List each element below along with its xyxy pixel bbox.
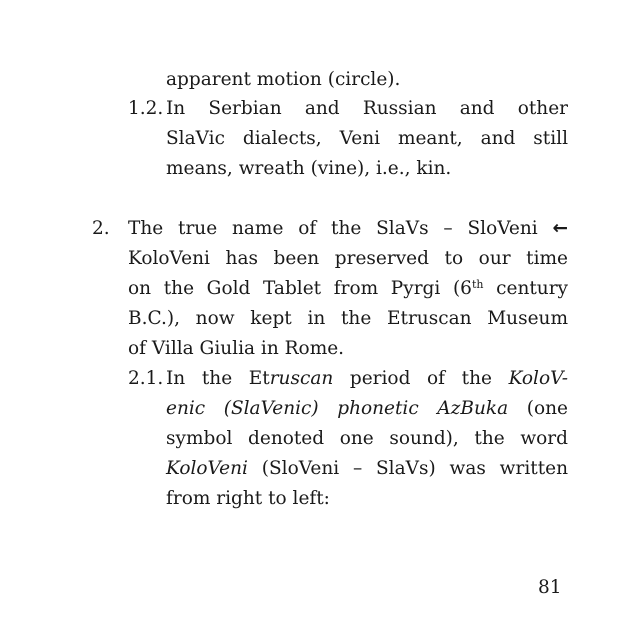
text-line-10-b: ruscan (269, 368, 334, 389)
left-arrow-icon: ← (552, 218, 568, 239)
text-line-11-b: (one (508, 398, 569, 419)
text-line-11 (166, 396, 568, 422)
text-line-10-a: In the Et (166, 368, 270, 389)
text-line-10-c: period of the (333, 368, 509, 389)
text-line-13-b: (SloVeni – SlaVs) was written (247, 458, 568, 479)
superscript-th: th (471, 278, 484, 291)
text-line-10-d: KoloV- (508, 368, 568, 389)
text-line-5 (128, 216, 568, 242)
text-line-3: SlaVic dialects, Veni meant, and still (166, 128, 568, 149)
item-number-2: 2. (92, 218, 110, 239)
text-line-7-end: century (483, 278, 569, 299)
text-line-1: apparent motion (circle). (166, 69, 401, 90)
text-line-11-a: enic (SlaVenic) phonetic AzBuka (166, 398, 509, 419)
text-line-9: of Villa Giulia in Rome. (128, 338, 345, 359)
text-line-8: B.C.), now kept in the Etruscan Museum (128, 308, 568, 329)
text-line-14: from right to left: (166, 488, 330, 509)
text-line-10 (166, 366, 568, 392)
item-number-2-1: 2.1. (128, 368, 164, 389)
text-line-12: symbol denoted one sound), the word (166, 428, 568, 449)
text-line-6: KoloVeni has been preserved to our time (128, 248, 568, 269)
text-line-5-main: The true name of the SlaVs – SloVeni (128, 218, 538, 239)
text-line-7 (128, 276, 568, 302)
text-line-4: means, wreath (vine), i.e., kin. (166, 158, 452, 179)
text-line-2: In Serbian and Russian and other (166, 98, 568, 119)
page-number: 81 (538, 577, 562, 598)
item-number-1-2: 1.2. (128, 98, 164, 119)
text-line-13 (166, 456, 568, 482)
text-line-13-a: KoloVeni (166, 458, 248, 479)
text-line-7-start: on the Gold Tablet from Pyrgi (6 (128, 278, 472, 299)
